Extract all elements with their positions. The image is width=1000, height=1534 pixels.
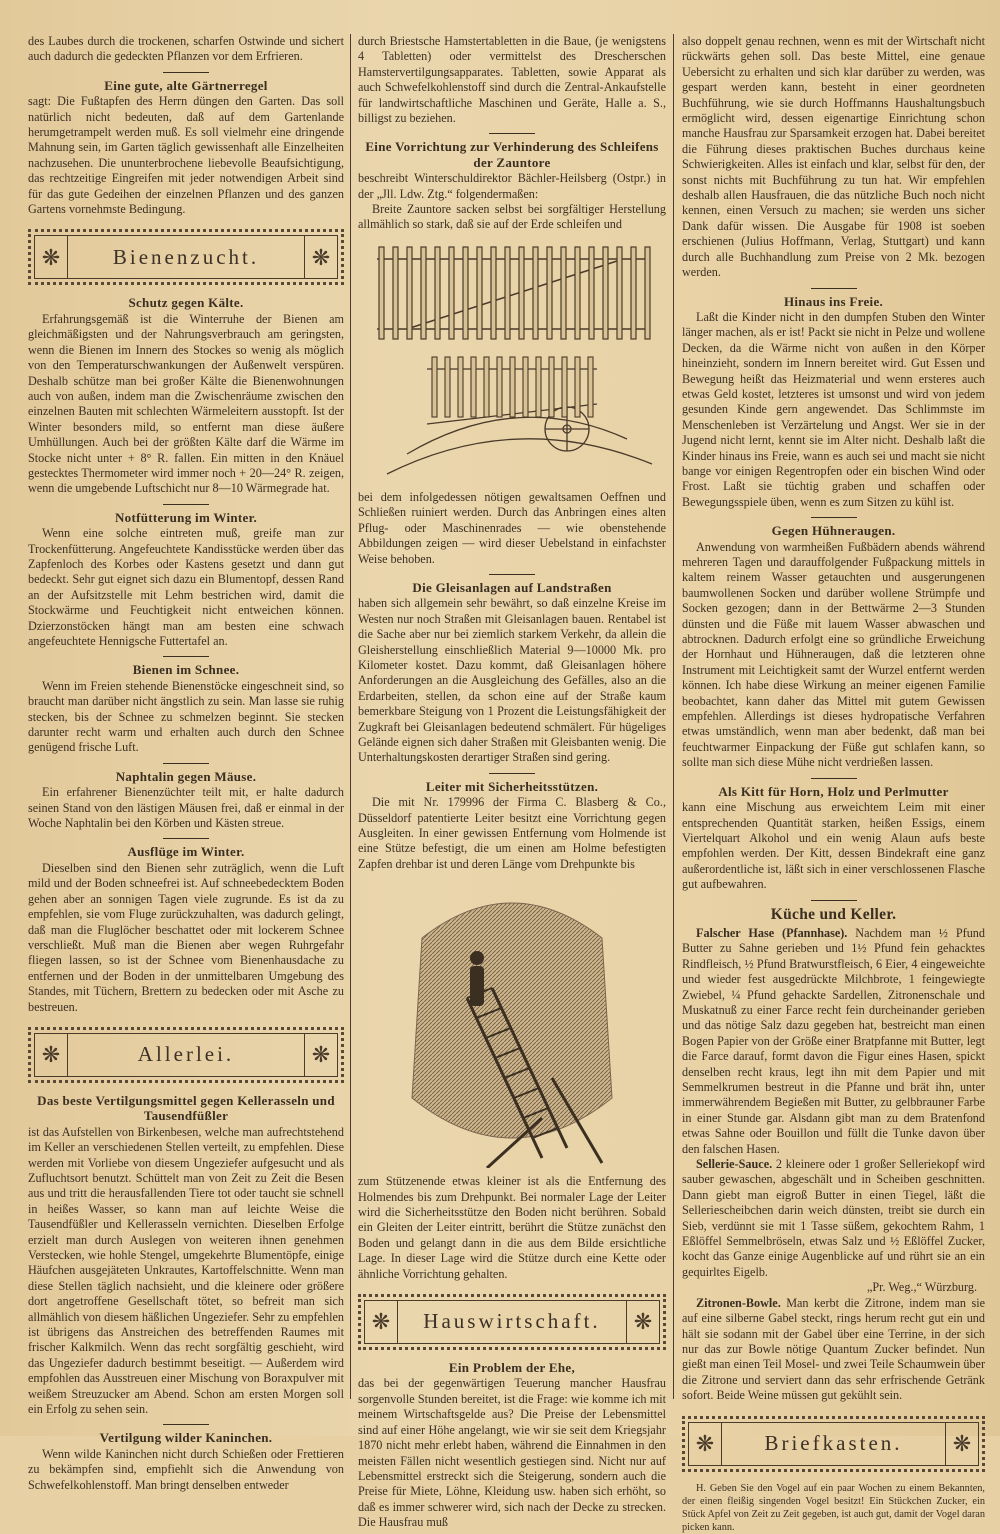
fence-picket bbox=[484, 357, 489, 417]
ornament-icon: ❋ bbox=[945, 1423, 978, 1465]
recipe-text: Man kerbt die Zitrone, indem man sie auf eine silberne Gabel steckt, rings herum recht gut ein und hält sie sodann mit der Gabel über eine Terrine, in der sich nur das zur Bowle nötige Quantum Zucker befindet. Nun gießt man einen Teil Mosel- und zwei Teile Schaumwein über die Zitrone und serviert dann das sehr erfrischende Getränk sofort. Beide Weine müssen gut gekühlt sein. bbox=[682, 1295, 985, 1403]
section-title: Briefkasten. bbox=[764, 1430, 903, 1455]
fence-picket bbox=[510, 357, 515, 417]
ornament-icon: ❋ bbox=[304, 1034, 337, 1076]
section-title: Hauswirtschaft. bbox=[423, 1309, 601, 1334]
article-heading: Das beste Vertilgungsmittel gegen Kellerasseln und Tausendfüßler bbox=[37, 1092, 335, 1124]
section-banner-briefkasten bbox=[682, 1416, 985, 1472]
section-title: Bienenzucht. bbox=[112, 244, 260, 269]
divider bbox=[811, 288, 857, 289]
fence-picket bbox=[588, 357, 593, 417]
ornament-icon: ❋ bbox=[304, 236, 337, 278]
recipe-text: Nachdem man ½ Pfund Butter zu Sahne gerieben und 1½ Pfund fein gehacktes Rindfleisch, ½ Pfund Bratwurstfleisch, 6 Eier, 4 eingeweichte und wieder fest ausgedrückte Milchbrote, 1 feingewiegte Zwiebel, ¼ Pfund gehackte Sardellen, Zitronenschale und Muskatnuß zu einer Farce recht fein durcheinander gerieben und das nötige Salz dazu gegeben hat, bestreicht man einen Bogen Papier von der Größe einer Bratpfanne mit Butter, legt die Farce darauf, formt davon die Figur eines Hasen, spickt denselben recht kraus, legt ihn mit dem Papier und mit Semmelkrumen bestreut in die Pfanne und brät ihn, unter immerwährendem Begießen mit Butter, zu gelbbrauner Farbe in einer Stunde gar. Alsdann gibt man zu dem Bratenfond etwas Sahne oder Bouillon und füllt die Tunke davon über den falschen Hasen. bbox=[682, 925, 985, 1156]
article-heading: Ausflüge im Winter. bbox=[127, 844, 245, 860]
fence-picket bbox=[491, 247, 496, 339]
article-text: haben sich allgemein sehr bewährt, so daß einzelne Kreise im Westen nur noch Straßen mit Gleisanlagen bauen. Rentabel ist die Sache aber nur bei ziemlich starkem Verkehr, da allein die Gleisherstellung einschließlich Material 9—10000 Mk. pro Kilometer kostet. Dazu kommt, daß Gleisanlagen höhere Anforderungen an die Ausgleichung des Gefälles, also an die Erdarbeiten, stellen, da schon eine auf der Straße kaum bemerkbare Steigung von 1 Prozent die Leistungsfähigkeit der Zugkraft bei Gleisanlagen bedeutend schmälert. Für hügeliges Gelände eignen sich daher Straßen mit Gleisbanten wenig. Die Unterhaltungskosten derartiger Straßen sind gering. bbox=[358, 596, 666, 765]
article-text: das bei der gegenwärtigen Teuerung mancher Hausfrau sorgenvolle Stunden bereitet, ist die Frage: wie komme ich mit meinem Wirtschaftsgelde aus? Die Preise der Lebensmittel sind auf einer Höhe angelangt, wie wir sie seit dem Kriegsjahr 1870 nicht mehr erlebt haben, während die Einnahmen in den meisten Fällen nicht wesentlich gestiegen sind. Nicht nur auf Lebensmittel erstreckt sich die Steigerung, sondern auch die Preise für Miete, Löhne, Kleidung usw. haben sich erhöht, so daß es immer schwerer wird, sich nach der Decke zu strecken. Die Hausfrau muß bbox=[358, 1376, 666, 1530]
section-heading: Küche und Keller. bbox=[770, 905, 897, 923]
ornament-icon: ❋ bbox=[365, 1301, 398, 1343]
article-heading: Bienen im Schnee. bbox=[132, 662, 240, 678]
article-heading: Die Gleisanlagen auf Landstraßen bbox=[412, 579, 612, 595]
column-2 bbox=[358, 34, 666, 1531]
fence-gate-illustration bbox=[367, 239, 657, 484]
article-text: Anwendung von warmheißen Fußbädern abends während mehreren Tagen und darauffolgender Fußpackung mittels in kaltem reinem Wasser getauchten und ausgerungenen baumwollenen Socken und darüber wollene Strümpfe und Socken gezogen; dann in der Bettwärme 2—3 Stunden dünsten und die Füße mit lauem Wasser abwaschen und abtrocknen. Dadurch erfolgt eine so gründliche Erweichung der Hornhaut und Hühneraugen, daß die letzteren ohne Instrument mit Leichtigkeit samt der Wurzel entfernt werden können. Ich habe diese Wirkung an meiner eigenen Familie beobachtet, kann daher das Mittel mit gutem Gewissen empfehlen. Allerdings ist dieses hydropatische Verfahren etwas umständlich, wenn man aber bedenkt, daß man bei feuchtwarmer Einpackung der Füße gut schlafen kann, so sollte man sich diese Mühe nicht verdrießen lassen. bbox=[682, 539, 985, 770]
article-heading: Vertilgung wilder Kaninchen. bbox=[99, 1430, 273, 1446]
divider bbox=[163, 763, 209, 764]
ornament-icon: ❋ bbox=[626, 1301, 659, 1343]
fence-picket bbox=[536, 357, 541, 417]
fence-picket bbox=[561, 247, 566, 339]
section-banner-allerlei bbox=[28, 1027, 344, 1083]
article-heading: Als Kitt für Horn, Holz und Perlmutter bbox=[718, 783, 949, 799]
article-heading: Hinaus ins Freie. bbox=[783, 293, 884, 309]
divider bbox=[163, 72, 209, 73]
fence-picket bbox=[458, 357, 463, 417]
fence-picket bbox=[379, 247, 384, 339]
column-1 bbox=[28, 34, 344, 1493]
divider bbox=[163, 1424, 209, 1425]
article-text: sagt: Die Fußtapfen des Herrn düngen den Garten. Das soll natürlich nicht bedeuten, daß auf dem Gartenlande herumgetrampelt werden muß. Es soll vielmehr eine dringende Mahnung sein, im Garten täglich gewissenhaft alle Einzelheiten nachzusehen. Die ununterbrochene liebevolle Beaufsichtigung, das rechtzeitige Eingreifen mit jeder notwendigen Arbeit sind für das gute Gedeihen der einzelnen Pflanzen und des ganzen Gartens vornehmste Bedingung. bbox=[28, 94, 344, 217]
fence-picket bbox=[549, 357, 554, 417]
article-text: bei dem infolgedessen nötigen gewaltsamen Oeffnen und Schließen ruiniert werden. Durch das Anbringen eines alten Pflug- oder Maschinenrades — wie obenstehende Abbildungen zeigen — wird dieser Uebelstand in einfachster Weise behoben. bbox=[358, 489, 666, 566]
safety-ladder-illustration bbox=[392, 878, 632, 1168]
article-heading: Eine Vorrichtung zur Verhinderung des Schleifens der Zauntore bbox=[365, 139, 659, 170]
divider bbox=[163, 838, 209, 839]
article-text: durch Briestsche Hamstertabletten in die Baue, (je wenigstens 4 Tabletten) oder vermittelst des Drescherschen Hamstervertilgungsapparates. Tabletten, sowie Apparat als auch Schwefelkohlenstoff sind durch die Zentral-Ankaufstelle für landwirtschaftliche Maschinen und Geräte, Halle a. S., billigst zu beziehen. bbox=[358, 34, 666, 126]
recipe-title: Sellerie-Sauce. bbox=[696, 1157, 773, 1172]
column-divider bbox=[673, 34, 674, 1399]
article-text: Dieselben sind den Bienen sehr zuträglich, wenn die Luft mild und der Boden schneefrei ist. Auf schneebedecktem Boden gehen aber an sonnigen Tagen viele zugrunde. Es ist da zu empfehlen, sie vom Fluge zurückzuhalten, was dadurch gelingt, daß man die Fluglöcher beschattet oder mit lockerem Schnee verschließt. Muß man die Bienen aber wegen Ruhrgefahr fliegen lassen, so ist der Schnee vom Bienenhausdache zu entfernen und der Boden in der unmittelbaren Umgebung des Standes, mit Tüchern, Brettern zu bedecken oder mit Asche zu bestreuen. bbox=[28, 860, 344, 1014]
divider bbox=[163, 656, 209, 657]
article-heading: Ein Problem der Ehe, bbox=[448, 1360, 576, 1376]
section-banner-bienenzucht bbox=[28, 229, 344, 285]
article-text: Breite Zauntore sacken selbst bei sorgfältiger Herstellung allmählich so stark, daß sie auf der Erde schleifen und bbox=[358, 202, 666, 232]
article-text: Wenn wilde Kaninchen nicht durch Schießen oder Frettieren zu bekämpfen sind, empfiehlt sich die Anwendung von Schwefelkohlenstoff. Man bringt denselben entweder bbox=[28, 1446, 344, 1492]
fence-picket bbox=[432, 357, 437, 417]
recipe-text: 2 kleinere oder 1 großer Selleriekopf wird sauber gewaschen, abgeschält und in Scheiben geschnitten. Dann giebt man eigroß Butter in einen Tiegel, läßt die Selleriescheibchen darin weich dünsten, treibt sie durch ein Sieb, verdünnt sie mit 1 Tasse süßem, gekochtem Rahm, 1 Eßlöffel Semmelbröseln, etwas Salz und ½ Eßlöffel Zucker, kocht das Ganze einige Augenblicke auf und rührt sie an ein gequirltes Eigelb. bbox=[682, 1157, 985, 1279]
fence-picket bbox=[547, 247, 552, 339]
fence-picket bbox=[477, 247, 482, 339]
article-text: beschreibt Winterschuldirektor Bächler-Heilsberg (Ostpr.) in der „Jll. Ldw. Ztg.“ folgendermaßen: bbox=[358, 171, 666, 201]
divider bbox=[811, 778, 857, 779]
article-heading: Naphtalin gegen Mäuse. bbox=[115, 768, 257, 784]
ornament-icon: ❋ bbox=[35, 1034, 68, 1076]
article-text: Laßt die Kinder nicht in den dumpfen Stuben den Winter länger machen, als er ist! Packt sie nicht in Pelze und wollene Decken, da die Wärme nicht von außen in den Körper hineinzieht, sondern im Innern bereitet wird. Gut Essen und Bewegung heißt das Heizmaterial und wenn ersteres auch etwas Geld kostet, letzteres ist umsonst und wird von jedem gesunden Kinde gern angewendet. Das Schlimmste im Menschenleben ist Verzärtelung und Angst. Wer sie in der Jugend nicht lernt, kennt sie im Alter nicht. Deshalb laßt die Kinder hinaus ins Freie, wann es auch sei und macht sie nicht bange vor einigen Regentropfen oder ein bischen Wind oder Frost. Laßt sie tüchtig graben und schaffen oder Bewegungsspiele üben, wenn es zum Sitzen zu kühl ist. bbox=[682, 309, 985, 509]
letter-reply: H. Geben Sie den Vogel auf ein paar Wochen zu einem Bekannten, der einen fleißig singenden Vogel besitzt! Ein Stückchen Zucker, ein Stück Apfel von Zeit zu Zeit gegeben, ist auch gut, damit der Vogel daran picken kann. bbox=[682, 1482, 986, 1533]
fence-picket bbox=[603, 247, 608, 339]
article-heading: Gegen Hühneraugen. bbox=[771, 523, 896, 539]
fence-picket bbox=[617, 247, 622, 339]
fence-picket bbox=[523, 357, 528, 417]
fence-picket bbox=[589, 247, 594, 339]
article-heading: Notfütterung im Winter. bbox=[114, 509, 258, 525]
article-text: ist das Aufstellen von Birkenbesen, welche man aufrechtstehend im Keller an verschiedenen Stellen verteilt, zu empfehlen. Diese werden mit Vorliebe von diesem Ungeziefer aufgesucht und als Zufluchtsort benutzt. Schüttelt man von Zeit zu Zeit die Besen aus und tritt die herausfallenden Tiere tot oder taucht sie schnell in heißes Wasser, so kann man auf leichte Weise die Tausendfüßler und Kellerasseln vernichten. Dieselben Erfolge erzielt man durch Auslegen von weiteren ihnen genehmen Verstecken, wie hohle Stengel, umgekehrte Blumentöpfe, einige Häufchen ausgejäteten Unkrautes, Kartoffelschnitte. Wenn man diese Stellen täglich nachsieht, und die kleinere oder größere dort angetroffene Gesellschaft tötet, so befreit man sich allmählich von diesem häßlichen Ungeziefer. Sehr zu empfehlen ist übrigens das Anstreichen des betreffenden Raumes mit frischer Kalkmilch. Wenn das recht sorgfältig geschieht, wird das Ungeziefer dadurch bestimmt beseitigt. — Außerdem wird empfohlen das Ausstreuen einer Mischung von Boraxpulver mit weißem Streuzucker am Abend. Schon am ersten Morgen soll ein Erfolg zu sehen sein. bbox=[28, 1124, 344, 1417]
fence-picket bbox=[575, 247, 580, 339]
divider bbox=[811, 900, 857, 901]
fence-picket bbox=[445, 357, 450, 417]
recipe-zitronen-bowle bbox=[682, 1296, 985, 1404]
recipe-falscher-hase bbox=[682, 926, 985, 1157]
article-heading: Leiter mit Sicherheitsstützen. bbox=[425, 778, 599, 794]
divider bbox=[811, 517, 857, 518]
divider bbox=[489, 773, 535, 774]
article-text: Erfahrungsgemäß ist die Winterruhe der Bienen am gleichmäßigsten und der Nahrungsverbrauch am geringsten, wenn die Bienen im Innern des Stockes so wenig als möglich von den Temperaturschwankungen der Außenwelt verspüren. Deshalb schütze man bei großer Kälte die Bienenwohnungen auch von außen, indem man die Zwischenräume zwischen den einzelnen Bauten mit schlechten Wärmeleitern ausstopft. Ist der Winter besonders mild, so entfernt man diese äußere Umhüllungen. Auch bei der größten Kälte darf die Wärme im Stocke nicht unter + 8° R. fallen. Ein mitten in den Knäuel gestecktes Thermometer wird immer noch + 20—24° R. zeigen, wenn die umgebende Luftschicht nur 8—10 Wärmegrade hat. bbox=[28, 311, 344, 496]
recipe-title: Falscher Hase (Pfannhase). bbox=[696, 925, 848, 940]
fence-picket bbox=[435, 247, 440, 339]
article-text: Die mit Nr. 179996 der Firma C. Blasberg & Co., Düsseldorf patentierte Leiter besitzt eine Vorrichtung gegen Ausgleiten. In einer gewissen Entfernung vom Holmende ist eine Stütze befestigt, die um einen am Holme befestigten Zapfen drehbar ist und deren Länge vom Drehpunkte bis bbox=[358, 795, 666, 871]
column-divider bbox=[350, 34, 351, 1399]
fence-picket bbox=[562, 357, 567, 417]
article-text: kann eine Mischung aus erweichtem Leim mit einer entsprechenden Quantität starken, heißen Essigs, einem Viertelquart Alkohol und ein wenig Alaun aufs beste empfohlen werden. Der Kitt, dessen Bindekraft eine ganz außerordentliche ist, läßt sich in einer verschlossenen Flasche gut aufbewahren. bbox=[682, 800, 985, 892]
article-text: Wenn eine solche eintreten muß, greife man zur Trockenfütterung. Angefeuchtete Kandisstücke werden über das Zapfenloch des Korbes oder Kastens gesetzt und dann gut bedeckt. Sehr gut eignet sich dazu ein Blumentopf, dessen Rand an der Aufsitzstelle mit Lehm bestrichen wird, damit die Stockwärme und Feuchtigkeit nicht entweichen können. Dzierzonstöcken hängt man am besten eine schwach angefeuchtete Hennigsche Futtertafel an. bbox=[28, 526, 344, 648]
fence-picket bbox=[575, 357, 580, 417]
article-text: zum Stützenende etwas kleiner ist als die Entfernung des Holmendes bis zum Drehpunkt. Bei normaler Lage der Leiter wird die Sicherheitsstütze den Boden nicht berühren. Sobald ein Gleiten der Leiter eintritt, berührt die Stütze zunächst den Boden und gelangt dann in die aus dem Bilde ersichtliche Lage. In dieser Lage wird die Stütze durch eine Kette oder ähnliche Vorrichtung gehalten. bbox=[358, 1174, 666, 1281]
divider bbox=[489, 574, 535, 575]
column-3 bbox=[682, 34, 985, 1534]
fence-picket bbox=[497, 357, 502, 417]
divider bbox=[489, 133, 535, 134]
fence-picket bbox=[421, 247, 426, 339]
divider bbox=[163, 504, 209, 505]
article-text: Ein erfahrener Bienenzüchter teilt mit, er halte dadurch seinen Stand von den lästigen Mäusen frei, daß er einmal in der Woche Naphtalin bei den Körben und Kästen streue. bbox=[28, 785, 344, 831]
fence-picket bbox=[471, 357, 476, 417]
fence-picket bbox=[645, 247, 650, 339]
recipe-sellerie-sauce bbox=[682, 1157, 985, 1280]
article-text: also doppelt genau rechnen, wenn es mit der Wirtschaft nicht rückwärts gehen soll. Das beste Mittel, eine genaue Uebersicht zu erhalten und sich klar darüber zu werden, was gespart werden kann, besteht in einer geordneten Buchführung, wie sie durch Hoffmanns Haushaltungsbuch ermöglicht wird, dessen eigenartige Einrichtung schon manche Hausfrau zur Sparsamkeit erzogen hat. Dabei bereitet die Führung dieses praktischen Buches durchaus keine Schwierigkeiten. Alles ist einfach und klar, selbst für den, der sonst nichts mit Buchführung zu tun hat. Wir empfehlen deshalb allen Hausfrauen, die das nützliche Buch noch nicht kennen, einen Versuch zu machen; sie werden uns sicher Dank dafür wissen. Die Ausgabe für 1908 ist soeben erschienen (Julius Hoffmann, Verlag, Stuttgart) und kann durch alle Buchhandlung zum Preise von 2 Mk. bezogen werden. bbox=[682, 34, 985, 280]
article-heading: Eine gute, alte Gärtnerregel bbox=[104, 77, 268, 93]
article-text: Wenn im Freien stehende Bienenstöcke eingeschneit sind, so braucht man darüber nicht ängstlich zu sein. Man lasse sie ruhig stecken, bis der Schnee zu schmelzen beginnt. Sie stecken darunter recht warm und erhalten auch durch den Schnee genügend frische Luft. bbox=[28, 678, 344, 755]
fence-picket bbox=[463, 247, 468, 339]
ornament-icon: ❋ bbox=[689, 1423, 722, 1465]
recipe-source: „Pr. Weg.,“ Würzburg. bbox=[866, 1280, 977, 1295]
article-text: des Laubes durch die trockenen, scharfen Ostwinde und sichert auch dadurch die gedeckten Pflanzen vor dem Erfrieren. bbox=[28, 34, 344, 64]
article-heading: Schutz gegen Kälte. bbox=[128, 295, 244, 311]
section-banner-hauswirtschaft bbox=[358, 1294, 666, 1350]
fence-picket bbox=[505, 247, 510, 339]
fence-picket bbox=[449, 247, 454, 339]
fence-picket bbox=[519, 247, 524, 339]
recipe-title: Zitronen-Bowle. bbox=[696, 1295, 781, 1310]
fence-picket bbox=[407, 247, 412, 339]
ornament-icon: ❋ bbox=[35, 236, 68, 278]
fence-picket bbox=[533, 247, 538, 339]
section-title: Allerlei. bbox=[137, 1042, 235, 1067]
fence-picket bbox=[393, 247, 398, 339]
fence-picket bbox=[631, 247, 636, 339]
